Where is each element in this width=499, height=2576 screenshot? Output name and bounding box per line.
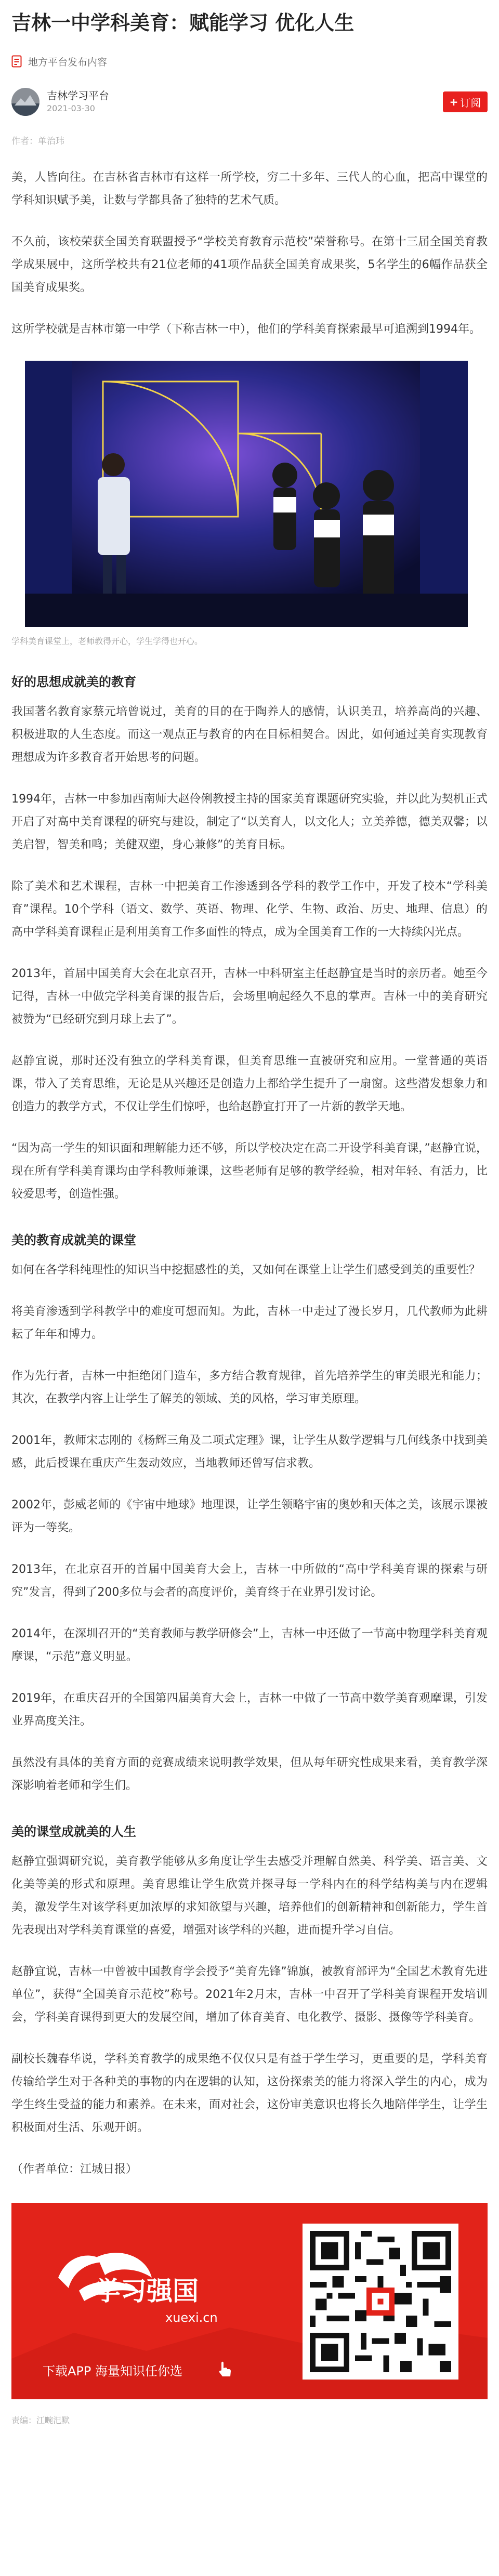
brand-url: xuexi.cn [165, 2310, 218, 2325]
body-paragraph: 2014年，在深圳召开的“美育教师与教学研修会”上，吉林一中还做了一节高中物理学科美育观摩课，“示范”意义明显。 [11, 1627, 488, 1663]
body-paragraph: 1994年，吉林一中参加西南师大赵伶俐教授主持的国家美育课题研究实验，并以此为契机正式开启了对高中美育课程的研究与建设，制定了“以美育人，以文化人；立美养德，德美双馨；以美启智，智美和鸣；美健双塑，身心兼修”的美育目标。 [11, 793, 488, 851]
intro-paragraph: 美，人皆向往。在吉林省吉林市有这样一所学校，穷二十多年、三代人的心血，把高中课堂的学科知识赋予美，让数与学都具备了独特的艺术气质。 [11, 171, 488, 207]
xuexi-app-banner[interactable] [11, 2203, 488, 2399]
body-paragraph: 2001年，教师宋志刚的《杨辉三角及二项式定理》课，让学生从数学逻辑与几何线条中找到美感，此后授课在重庆产生轰动效应，当地教师还曾写信求教。 [11, 1434, 488, 1470]
doc-icon [11, 55, 22, 68]
section-heading: 美的课堂成就美的人生 [11, 1824, 136, 1839]
author-unit: （作者单位：江城日报） [11, 2163, 138, 2176]
body-paragraph: 2013年，在北京召开的首届中国美育大会上，吉林一中所做的“高中学科美育课的探索与研究”发言，得到了200多位与会者的高度评价，美育终于在业界引发讨论。 [11, 1563, 488, 1599]
body-paragraph: 2002年，彭威老师的《宇宙中地球》地理课，让学生领略宇宙的奥妙和天体之美，该展示课被评为一等奖。 [11, 1499, 488, 1534]
body-paragraph: 如何在各学科纯理性的知识当中挖掘感性的美，又如何在课堂上让学生们感受到美的重要性？ [11, 1264, 481, 1277]
qr-code-icon [310, 2231, 451, 2372]
body-paragraph: 我国著名教育家蔡元培曾说过，美育的目的在于陶养人的感情，认识美丑，培养高尚的兴趣、积极进取的人生态度。而这一观点正与教育的内在目标相契合。因此，如何通过美育实现教育理想成为许多教育者开始思考的问题。 [11, 705, 488, 764]
intro-paragraph: 不久前，该校荣获全国美育联盟授予“学校美育教育示范校”荣誉称号。在第十三届全国美育教学成果展中，这所学校共有21位老师的41项作品获全国美育成果奖，5名学生的6幅作品获全国美育成果奖。 [11, 235, 488, 294]
body-paragraph: 赵静宜强调研究说，美育教学能够从多角度让学生去感受并理解自然美、科学美、语言美、文化美等美的形式和原理。美育思维让学生欣赏并探寻每一学科内在的科学结构美与内在逻辑美，激发学生对该学科更加浓厚的求知欲望与兴趣，培养他们的创新精神和创新能力，学生首先表现出对学科美育课堂的喜爱，增强对该学科的兴趣，进而提升学习自信。 [11, 1855, 488, 1937]
plus-icon: + [449, 96, 458, 108]
body-paragraph: 2013年，首届中国美育大会在北京召开，吉林一中科研室主任赵静宜是当时的亲历者。她至今记得，吉林一中做完学科美育课的报告后，会场里响起经久不息的掌声。吉林一中的美育研究被赞为“已经研究到月球上去了”。 [11, 967, 488, 1026]
article-title: 吉林一中学科美育：赋能学习 优化人生 [11, 11, 354, 34]
article-photo [25, 361, 468, 627]
intro-paragraph: 这所学校就是吉林市第一中学（下称吉林一中），他们的学科美育探索最早可追溯到1994年。 [11, 323, 481, 336]
avatar[interactable] [11, 88, 40, 116]
source-row [11, 52, 488, 71]
body-paragraph: 副校长魏春华说，学科美育教学的成果绝不仅仅只是有益于学生学习，更重要的是，学科美育传输给学生对于各种美的事物的内在逻辑的认知，这份探索美的能力将深入学生的内心，成为学生终生受益的能力和素养。在未来，面对社会，这份审美意识也将长久地陪伴学生，让学生积极面对生活、乐观开朗。 [11, 2053, 488, 2134]
body-paragraph: “因为高一学生的知识面和理解能力还不够，所以学校决定在高二开设学科美育课，”赵静宜说，现在所有学科美育课均由学科教师兼课，这些老师有足够的教学经验，相对年轻、有活力，比较爱思考，创造性强。 [11, 1142, 488, 1201]
author-row [11, 86, 488, 117]
editor-line: 责编：江畹汜默 [11, 2415, 70, 2425]
author-meta [47, 89, 443, 115]
body-paragraph: 2019年，在重庆召开的全国第四届美育大会上，吉林一中做了一节高中数学美育观摩课，引发业界高度关注。 [11, 1692, 488, 1728]
section-heading: 好的思想成就美的教育 [11, 675, 136, 689]
body-paragraph: 作为先行者，吉林一中拒绝闭门造车，多方结合教育规律，首先培养学生的审美眼光和能力；其次，在教学内容上让学生了解美的领域、美的风格，学习审美原理。 [11, 1370, 488, 1405]
hand-pointer-icon [214, 2359, 235, 2380]
photo-caption: 学科美育课堂上，老师教得开心，学生学得也开心。 [11, 636, 203, 646]
body-paragraph: 除了美术和艺术课程，吉林一中把美育工作渗透到各学科的教学工作中，开发了校本“学科美育”课程。10个学科（语文、数学、英语、物理、化学、生物、政治、历史、地理、信息）的高中学科美育课程正是利用美育工作多面性的特点，成为全国美育工作的一大持续闪光点。 [11, 880, 488, 939]
author-name[interactable]: 吉林学习平台 [47, 89, 109, 102]
brand-cn: 学习强国 [95, 2276, 199, 2306]
source-label: 地方平台发布内容 [28, 56, 108, 68]
qr-code [303, 2224, 458, 2380]
body-paragraph: 将美育渗透到学科教学中的难度可想而知。为此，吉林一中走过了漫长岁月，几代教师为此耕耘了年年和博力。 [11, 1305, 488, 1341]
subscribe-label: 订阅 [460, 96, 481, 109]
body-paragraph: 赵静宜说，那时还没有独立的学科美育课，但美育思维一直被研究和应用。一堂普通的英语课，带入了美育思维，无论是从兴趣还是创造力上都给学生提升了一扇窗。这些潜发想象力和创造力的教学方式，不仅让学生们惊呼，也给赵静宜打开了一片新的教学天地。 [11, 1055, 488, 1113]
publish-date: 2021-03-30 [47, 103, 95, 113]
body-paragraph: 虽然没有具体的美育方面的竞赛成绩来说明教学效果，但从每年研究性成果来看，美育教学深深影响着老师和学生们。 [11, 1756, 488, 1792]
download-slogan: 下载APP 海量知识任你选 [43, 2364, 182, 2378]
author-line: 作者：单治玮 [11, 136, 64, 147]
subscribe-button[interactable] [443, 91, 488, 112]
section-heading: 美的教育成就美的课堂 [11, 1233, 136, 1247]
body-paragraph: 赵静宜说，吉林一中曾被中国教育学会授予“美育先锋”锦旗，被教育部评为“全国艺术教育先进单位”，获得“全国美育示范校”称号。2021年2月末，吉林一中召开了学科美育课程开发培训会，学科美育课得到更大的发展空间，增加了体育美育、电化教学、摄影、摄像等学科美育。 [11, 1965, 488, 2024]
